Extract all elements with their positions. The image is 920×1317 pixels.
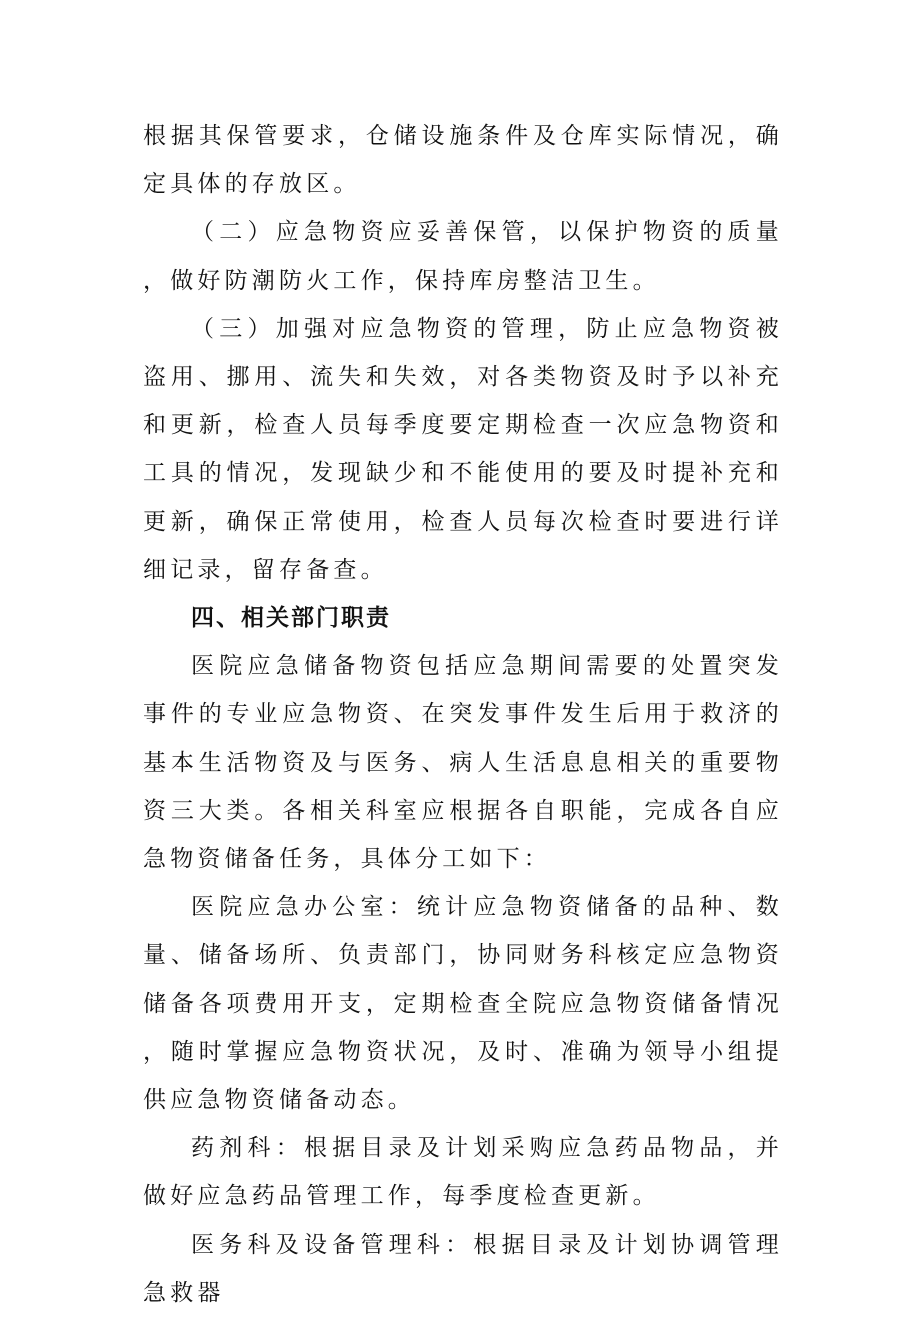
- paragraph-reserve-overview: 医院应急储备物资包括应急期间需要的处置突发事件的专业应急物资、在突发事件发生后用于救济的基本生活物资及与医务、病人生活息息相关的重要物资三大类。各相关科室应根据各自职能，完成各自应急物资储备任务，具体分工如下：: [143, 653, 783, 873]
- paragraph-item-two: （二）应急物资应妥善保管，以保护物资的质量，做好防潮防火工作，保持库房整洁卫生。: [143, 219, 783, 294]
- paragraph-medical-equipment: 医务科及设备管理科：根据目录及计划协调管理急救器: [143, 1231, 783, 1306]
- paragraph-pharmacy: 药剂科：根据目录及计划采购应急药品物品，并做好应急药品管理工作，每季度检查更新。: [143, 1135, 783, 1210]
- document-page: [143, 112, 783, 1317]
- paragraph-item-three: （三）加强对应急物资的管理，防止应急物资被盗用、挪用、流失和失效，对各类物资及时予以补充和更新，检查人员每季度要定期检查一次应急物资和工具的情况，发现缺少和不能使用的要及时提补充和更新，确保正常使用，检查人员每次检查时要进行详细记录，留存备查。: [143, 315, 783, 583]
- paragraph-emergency-office: 医院应急办公室：统计应急物资储备的品种、数量、储备场所、负责部门，协同财务科核定应急物资储备各项费用开支，定期检查全院应急物资储备情况，随时掌握应急物资状况，及时、准确为领导小组提供应急物资储备动态。: [143, 894, 783, 1114]
- section-heading: 四、相关部门职责: [191, 605, 391, 632]
- paragraph-storage-area: 根据其保管要求，仓储设施条件及仓库实际情况，确定具体的存放区。: [143, 123, 783, 198]
